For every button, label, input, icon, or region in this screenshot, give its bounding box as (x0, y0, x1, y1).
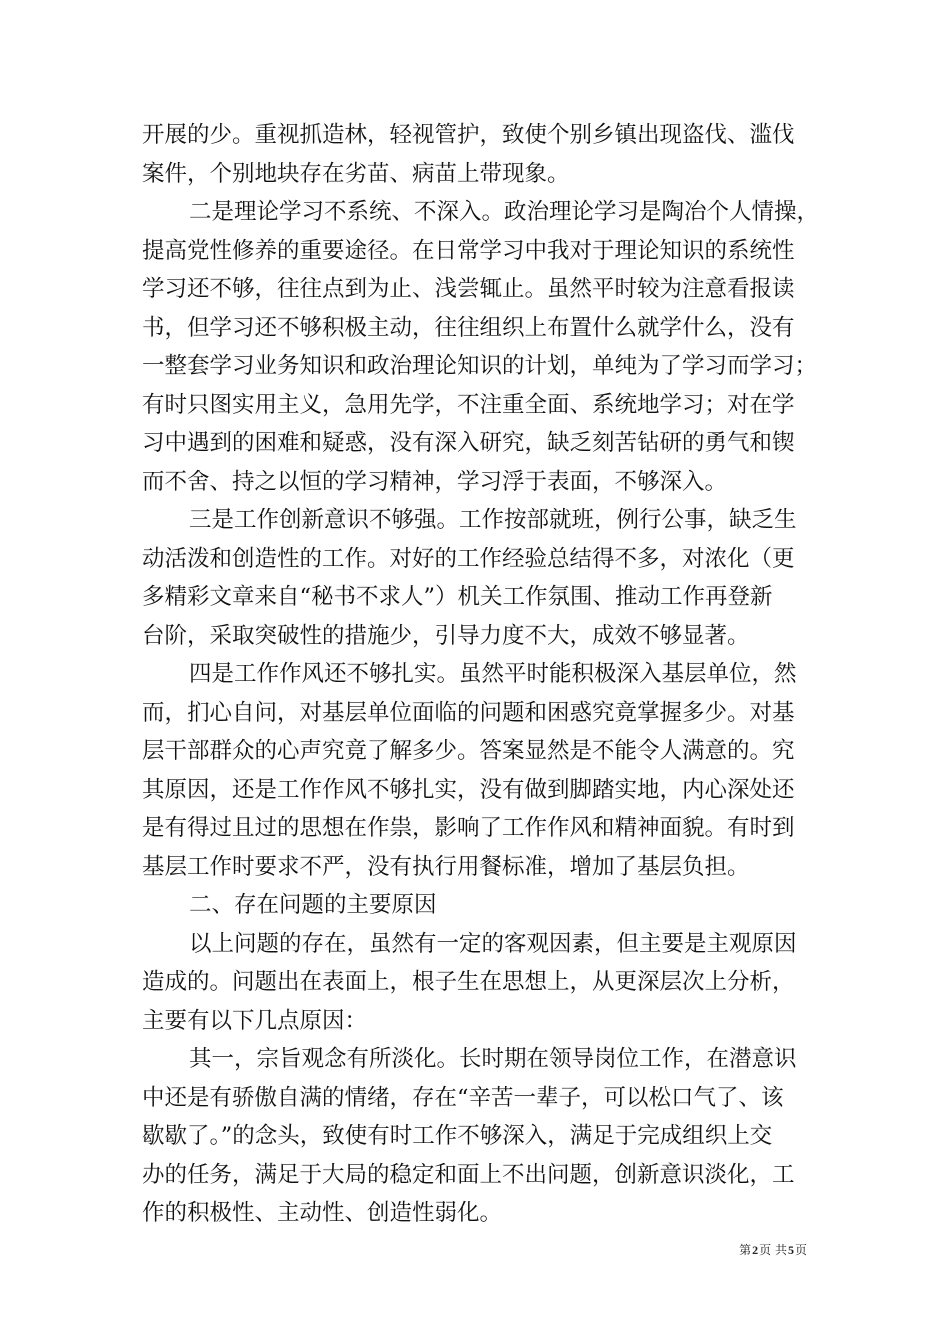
text-line: 案件，个别地块存在劣苗、病苗上带现象。 (142, 160, 570, 187)
current-page-number: 2 (752, 1243, 759, 1257)
text-line: 书，但学习还不够积极主动，往往组织上布置什么就学什么，没有 (142, 314, 795, 341)
text-line: 台阶，采取突破性的措施少，引导力度不大，成效不够显著。 (142, 622, 750, 649)
text-line: 中还是有骄傲自满的情绪，存在“辛苦一辈子，可以松口气了、该 (142, 1084, 784, 1111)
section-heading: 二、存在问题的主要原因 (189, 892, 437, 918)
text-line: 学习还不够，往往点到为止、浅尝辄止。虽然平时较为注意看报读 (142, 276, 795, 302)
text-line: 一整套学习业务知识和政治理论知识的计划，单纯为了学习而学习； (142, 353, 818, 379)
text-line: 主要有以下几点原因： (142, 1007, 368, 1034)
text-line: 基层工作时要求不严，没有执行用餐标准，增加了基层负担。 (142, 853, 750, 880)
text-line: 其原因，还是工作作风不够扎实，没有做到脚踏实地，内心深处还 (142, 776, 795, 803)
text-line: 作的积极性、主动性、创造性弱化。 (142, 1200, 503, 1226)
total-pages-number: 5 (787, 1243, 794, 1257)
text-line: 而，扪心自问，对基层单位面临的问题和困惑究竟掌握多少。对基 (142, 699, 795, 726)
text-line: 办的任务，满足于大局的稳定和面上不出问题，创新意识淡化，工 (142, 1161, 795, 1188)
paragraph-start: 四是工作作风还不够扎实。虽然平时能积极深入基层单位，然 (189, 661, 797, 687)
paragraph-start: 其一，宗旨观念有所淡化。长时期在领导岗位工作，在潜意识 (189, 1046, 797, 1072)
text-line: 而不舍、持之以恒的学习精神，学习浮于表面，不够深入。 (142, 468, 728, 495)
text-line: 动活泼和创造性的工作。对好的工作经验总结得不多，对浓化（更 (142, 545, 795, 572)
text-line: 习中遇到的困难和疑惑，没有深入研究，缺乏刻苦钻研的勇气和锲 (142, 430, 795, 456)
footer-suffix: 页 (794, 1243, 807, 1257)
document-body (142, 116, 820, 1233)
page-number-footer (739, 1241, 807, 1258)
text-line: 多精彩文章来自“秘书不求人”）机关工作氛围、推动工作再登新 (142, 584, 773, 610)
paragraph-start: 以上问题的存在，虽然有一定的客观因素，但主要是主观原因 (189, 930, 797, 957)
text-line: 层干部群众的心声究竟了解多少。答案显然是不能令人满意的。究 (142, 738, 795, 764)
paragraph-start: 三是工作创新意识不够强。工作按部就班，例行公事，缺乏生 (189, 507, 797, 533)
text-line: 有时只图实用主义，急用先学，不注重全面、系统地学习；对在学 (142, 391, 795, 418)
text-line: 造成的。问题出在表面上，根子生在思想上，从更深层次上分析， (142, 969, 795, 995)
footer-prefix: 第 (739, 1243, 752, 1257)
paragraph-start: 二是理论学习不系统、不深入。政治理论学习是陶冶个人情操， (189, 199, 820, 225)
text-line: 开展的少。重视抓造林，轻视管护，致使个别乡镇出现盗伐、滥伐 (142, 122, 795, 148)
text-line: 歇歇了。”的念头，致使有时工作不够深入，满足于完成组织上交 (142, 1123, 773, 1149)
footer-middle: 页 共 (759, 1243, 787, 1257)
text-line: 提高党性修养的重要途径。在日常学习中我对于理论知识的系统性 (142, 237, 795, 264)
text-line: 是有得过且过的思想在作祟，影响了工作作风和精神面貌。有时到 (142, 815, 795, 841)
